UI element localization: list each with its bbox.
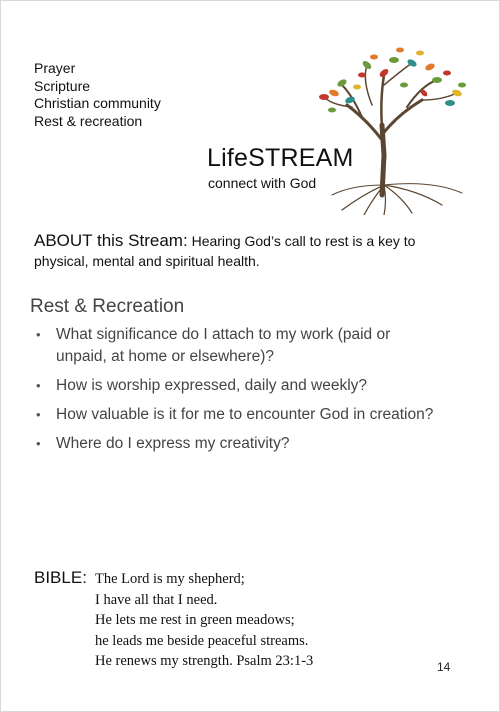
stream-item-prayer: Prayer (34, 60, 76, 76)
question-text: What significance do I attach to my work (paid or unpaid, at home or elsewhere)? (56, 326, 391, 365)
about-heading: ABOUT this Stream: (34, 231, 188, 250)
list-item (34, 404, 434, 426)
stream-list (34, 60, 161, 130)
bible-label: BIBLE: (34, 568, 87, 587)
section-title: Rest & Recreation (30, 296, 185, 317)
verse-line: The Lord is my shepherd; (95, 571, 245, 587)
list-item (34, 433, 434, 455)
bible-verse (95, 569, 313, 672)
verse-line: I have all that I need. (95, 591, 218, 608)
tree-logo-icon (312, 45, 472, 215)
brand-tagline: connect with God (208, 175, 317, 191)
verse-line: He renews my strength. Psalm 23:1-3 (95, 653, 314, 669)
question-list (34, 324, 434, 462)
question-text: How valuable is it for me to encounter God in creation? (56, 406, 434, 423)
stream-item-rest: Rest & recreation (34, 112, 143, 129)
about-text: Hearing God’s call to rest is a key to physical, mental and spiritual health. (34, 233, 416, 269)
bullet-icon: • (36, 436, 41, 451)
stream-item-community: Christian community (34, 95, 161, 111)
bullet-icon: • (36, 378, 41, 393)
stream-item-scripture: Scripture (34, 77, 91, 94)
list-item (34, 375, 434, 397)
page-number: 14 (437, 660, 451, 674)
list-item (34, 324, 434, 368)
verse-line: He lets me rest in green meadows; (95, 612, 295, 628)
brand-name: LifeSTREAM (207, 144, 354, 172)
verse-line: he leads me beside peaceful streams. (95, 632, 309, 649)
bullet-icon: • (36, 407, 41, 422)
question-text: Where do I express my creativity? (56, 435, 290, 452)
question-text: How is worship expressed, daily and weekly? (56, 377, 368, 394)
bullet-icon: • (36, 327, 41, 342)
about-section (34, 231, 454, 271)
